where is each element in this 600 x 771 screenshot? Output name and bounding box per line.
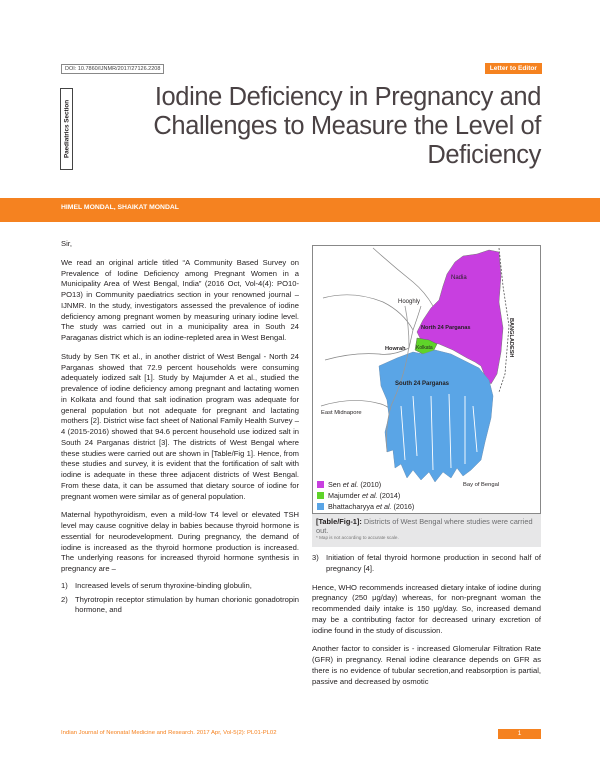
author-bar xyxy=(0,198,600,222)
caption-label: [Table/Fig-1]: xyxy=(316,517,362,526)
label-bangladesh: BANGLADESH xyxy=(508,318,514,358)
left-column xyxy=(61,239,299,619)
reasons-list-continued xyxy=(312,553,541,575)
title-line-2: Challenges to Measure the Level of xyxy=(153,112,541,140)
section-tab-label: Paediatrics Section xyxy=(63,99,70,159)
list-item xyxy=(61,581,299,592)
label-nadia: Nadia xyxy=(451,275,467,281)
label-south-24-parganas: South 24 Parganas xyxy=(395,381,450,387)
legend-swatch-bhattacharyya xyxy=(317,503,324,510)
reasons-list xyxy=(61,581,299,616)
doi-label: DOI: 10.7860/IJNMR/2017/27126.2208 xyxy=(61,64,164,74)
list-text: Initiation of fetal thyroid hormone production in second half of pregnancy [4]. xyxy=(326,553,541,573)
label-hooghly: Hooghly xyxy=(398,299,421,305)
list-number: 2) xyxy=(61,594,68,604)
list-item xyxy=(61,595,299,617)
caption-text-block xyxy=(316,517,537,535)
article-type-badge: Letter to Editor xyxy=(485,63,542,74)
district-map-figure xyxy=(312,245,541,514)
list-text: Increased levels of serum thyroxine-binding globulin, xyxy=(75,580,252,590)
paragraph-1: We read an original article titled “A Community Based Survey on Prevalence of Iodine Deficiency among Pregnant Women in a Municipality Area of West Bengal, India” (2016 Oct, Vol-4(4): PO10-PO13) in Community paediatrics section in your renowned journal – IJNMR. In the study, investigators assessed the prevalence of iodine deficiency among pregnant women by measuring urinary iodine level. The study was carried out in a municipality area in South 24 Paraganas district which is an iodine-repleted area in West Bengal. xyxy=(61,257,299,342)
label-howrah: Howrah xyxy=(385,346,406,352)
label-east-midnapore: East Midnapore xyxy=(321,410,362,416)
paragraph-4: Hence, WHO recommends increased dietary intake of iodine during pregnancy (250 μg/day) whereas, for non-pregnant woman the recommended daily intake is 150 μg/day. So, increased demand may be a contributing factor for decreased urinary excretion of iodine found in the study of discussion. xyxy=(312,582,541,635)
list-item xyxy=(312,553,541,575)
label-kolkata: Kolkata xyxy=(416,345,433,351)
label-bay-of-bengal: Bay of Bengal xyxy=(463,482,500,488)
map-legend xyxy=(317,480,414,511)
legend-swatch-majumder xyxy=(317,492,324,499)
section-tab xyxy=(60,88,73,170)
label-north-24-parganas: North 24 Parganas xyxy=(421,325,471,331)
legend-entry-bhattacharyya: Bhattacharyya et al. (2016) xyxy=(328,502,415,511)
list-number: 3) xyxy=(312,553,319,562)
legend-entry-majumder: Majumder et al. (2014) xyxy=(328,491,401,500)
caption-note: * Map is not according to accurate scale. xyxy=(316,535,399,540)
district-map xyxy=(313,246,541,514)
legend-entry-sen: Sen et al. (2010) xyxy=(328,480,382,489)
list-text: Thyrotropin receptor stimulation by human chorionic gonadotropin hormone, and xyxy=(75,594,299,615)
title-line-3: Deficiency xyxy=(427,141,541,169)
list-number: 1) xyxy=(61,580,68,590)
right-column xyxy=(312,553,541,687)
caption-text: Districts of West Bengal where studies were carried out. xyxy=(316,517,533,535)
figure-caption xyxy=(312,514,541,547)
paragraph-5: Another factor to consider is - increased Glomerular Filtration Rate (GFR) in pregnancy. Renal iodine clearance depends on GFR as there is no evidence of tubular secretion,and reabsorption is partial, passive and decreased by osmotic xyxy=(312,644,541,686)
paragraph-2: Study by Sen TK et al., in another district of West Bengal - North 24 Parganas showed that 72.9 percent households were consuming adequately iodized salt [1]. Study by Majumder A et al., studied the prevalence of iodine deficiency among pregnant and lactating women in Kolkata and found that salt iodination program was adequate for general population but not adequate for pregnant and lactating mothers [2]. District wise fact sheet of National Family Health Survey – 4 (2015-2016) showed that 94.6 percent household use iodized salt in South 24 Parganas district [3]. The districts of West Bengal where these studies were carried out are shown in [Table/Fig 1]. Hence, from these studies and survey, it is evident that the fortification of salt with iodine is adequate in these three adjacent districts of West Bengal. From these data, it can be assumed that dietary source of iodine for pregnant women were similar as of general population. xyxy=(61,351,299,501)
page-number: 1 xyxy=(498,729,541,739)
journal-footer: Indian Journal of Neonatal Medicine and Research. 2017 Apr, Vol-5(2): PL01-PL02 xyxy=(61,730,277,736)
authors: HIMEL MONDAL, SHAIKAT MONDAL xyxy=(61,204,179,211)
south-24-parganas-region xyxy=(379,350,493,482)
salutation: Sir, xyxy=(61,239,72,248)
article-title xyxy=(121,83,541,170)
legend-swatch-sen xyxy=(317,481,324,488)
title-line-1: Iodine Deficiency in Pregnancy and xyxy=(154,83,541,111)
paragraph-3: Maternal hypothyroidism, even a mild-low T4 level or elevated TSH level may cause cognitive delay in babies because thyroid hormone is essential for neurodevelopment. During pregnancy, the demand of iodine is increased as the thyroid hormone production is increased. The underlying reasons for increased thyroid hormone synthesis in pregnancy are – xyxy=(61,510,299,573)
